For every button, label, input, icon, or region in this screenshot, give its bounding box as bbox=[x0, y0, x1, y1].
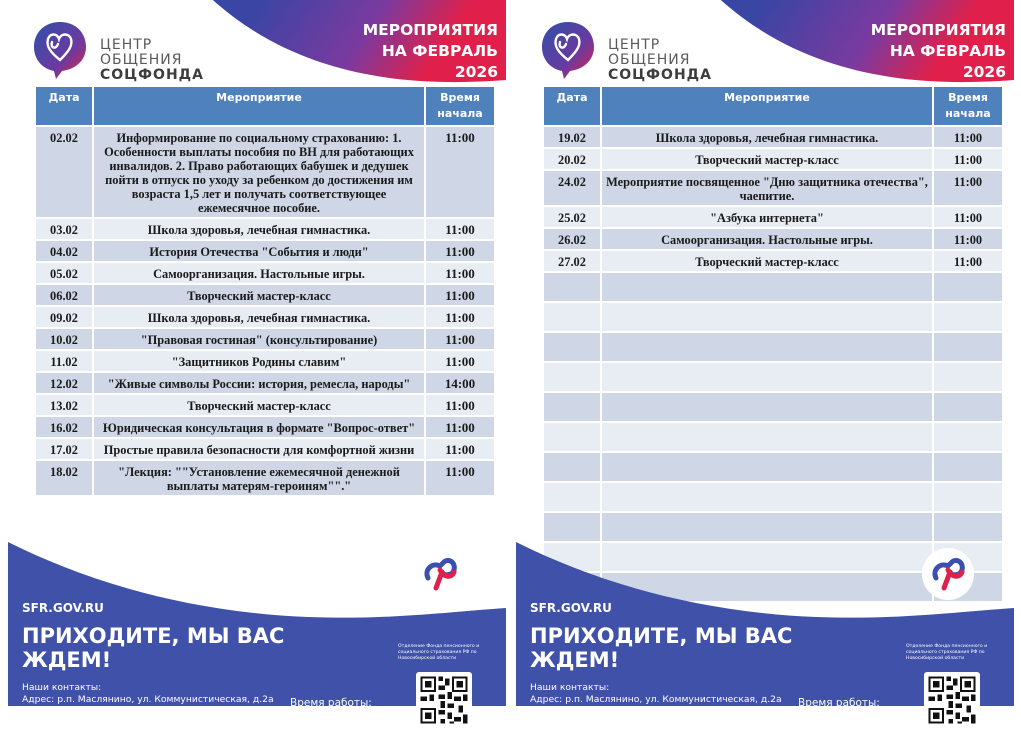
sfr-logo-badge bbox=[922, 548, 974, 600]
row-date: 17.02 bbox=[36, 439, 92, 459]
qr-code-icon bbox=[924, 672, 980, 728]
table-row bbox=[36, 241, 494, 261]
row-event: Школа здоровья, лечебная гимнастика. bbox=[94, 219, 424, 239]
contacts-block bbox=[530, 682, 782, 728]
row-event: Творческий мастер-класс bbox=[602, 149, 932, 169]
column-header-time bbox=[426, 87, 494, 125]
column-header-event: Мероприятие bbox=[94, 87, 424, 125]
row-date: 09.02 bbox=[36, 307, 92, 327]
table-row bbox=[36, 439, 494, 459]
time-header-line-1: Время bbox=[948, 91, 988, 104]
row-time: 11:00 bbox=[934, 207, 1002, 227]
time-header-line-2: начала bbox=[437, 107, 483, 120]
sfr-logo-icon bbox=[922, 548, 974, 600]
empty-table-row bbox=[544, 273, 1002, 301]
row-date: 02.02 bbox=[36, 127, 92, 217]
website-link[interactable]: SFR.GOV.RU bbox=[530, 601, 612, 615]
row-event: Юридическая консультация в формате "Вопрос-ответ" bbox=[94, 417, 424, 437]
table-row bbox=[36, 417, 494, 437]
row-date: 03.02 bbox=[36, 219, 92, 239]
brand-name bbox=[100, 38, 204, 83]
footer bbox=[516, 542, 1014, 728]
slogan-line-2: ЖДЕМ! bbox=[22, 648, 112, 672]
row-event bbox=[602, 423, 932, 451]
row-time: 11:00 bbox=[426, 329, 494, 349]
contacts-block bbox=[22, 682, 274, 728]
row-time: 11:00 bbox=[934, 251, 1002, 271]
column-header-time bbox=[934, 87, 1002, 125]
column-header-date: Дата bbox=[36, 87, 92, 125]
row-time: 11:00 bbox=[426, 351, 494, 371]
row-time bbox=[934, 303, 1002, 331]
hours-value: пн – пт 09:30 – 17:30 bbox=[290, 711, 402, 722]
table-row bbox=[36, 329, 494, 349]
row-time: 14:00 bbox=[426, 373, 494, 393]
row-event: История Отечества "События и люди" bbox=[94, 241, 424, 261]
row-date bbox=[544, 273, 600, 301]
empty-table-row bbox=[544, 483, 1002, 511]
empty-table-row bbox=[544, 303, 1002, 331]
row-time: 11:00 bbox=[934, 149, 1002, 169]
table-header-row bbox=[36, 87, 494, 125]
schedule-body bbox=[544, 127, 1002, 601]
title-year: 2026 bbox=[454, 63, 498, 81]
row-event: Мероприятие посвященное "Дню защитника отечества", чаепитие. bbox=[602, 171, 932, 205]
poster-left bbox=[8, 0, 506, 728]
empty-table-row bbox=[544, 423, 1002, 451]
row-date: 11.02 bbox=[36, 351, 92, 371]
row-time bbox=[934, 513, 1002, 541]
row-event bbox=[602, 303, 932, 331]
row-event: Самоорганизация. Настольные игры. bbox=[602, 229, 932, 249]
row-time bbox=[934, 453, 1002, 481]
row-date bbox=[544, 333, 600, 361]
brand-name bbox=[608, 38, 712, 83]
sfr-logo-badge bbox=[414, 548, 466, 600]
row-event: "Правовая гостиная" (консультирование) bbox=[94, 329, 424, 349]
title-year: 2026 bbox=[962, 63, 1006, 81]
table-row bbox=[36, 285, 494, 305]
row-time: 11:00 bbox=[426, 219, 494, 239]
row-date: 10.02 bbox=[36, 329, 92, 349]
row-time: 11:00 bbox=[426, 461, 494, 495]
contact-person: ФИО Порхачёва Наталья Александровна bbox=[530, 716, 728, 728]
row-date: 16.02 bbox=[36, 417, 92, 437]
row-time bbox=[934, 423, 1002, 451]
table-row bbox=[36, 461, 494, 495]
row-date: 12.02 bbox=[36, 373, 92, 393]
empty-table-row bbox=[544, 393, 1002, 421]
table-row bbox=[36, 395, 494, 415]
row-time: 11:00 bbox=[426, 439, 494, 459]
table-row bbox=[36, 219, 494, 239]
row-date: 19.02 bbox=[544, 127, 600, 147]
centr-logo-icon bbox=[32, 20, 88, 80]
qr-code[interactable] bbox=[416, 672, 472, 728]
website-link[interactable]: SFR.GOV.RU bbox=[22, 601, 104, 615]
title-line-1: МЕРОПРИЯТИЯ bbox=[362, 21, 498, 39]
slogan-line-1: ПРИХОДИТЕ, МЫ ВАС bbox=[530, 624, 793, 648]
row-event: Самоорганизация. Настольные игры. bbox=[94, 263, 424, 283]
row-date bbox=[544, 363, 600, 391]
poster-title bbox=[871, 20, 1006, 83]
empty-table-row bbox=[544, 513, 1002, 541]
table-row bbox=[544, 229, 1002, 249]
contacts-title: Наши контакты: bbox=[530, 682, 610, 693]
contact-address: Адрес: р.п. Маслянино, ул. Коммунистическая, д.2а bbox=[530, 693, 782, 705]
row-date: 13.02 bbox=[36, 395, 92, 415]
working-hours bbox=[798, 697, 910, 723]
slogan-line-1: ПРИХОДИТЕ, МЫ ВАС bbox=[22, 624, 285, 648]
slogan bbox=[22, 624, 284, 672]
row-date bbox=[544, 513, 600, 541]
table-row bbox=[36, 307, 494, 327]
row-event: Информирование по социальному страхованию: 1. Особенности выплаты пособия по ВН для работающих инвалидов. 2. Право работающих бабушек и дедушек пойти в отпуск по уходу за ребенком до достижения им возраста 1,5 лет и получать соответствующее ежемесячное пособие. bbox=[94, 127, 424, 217]
table-row bbox=[544, 149, 1002, 169]
contact-person: ФИО Порхачёва Наталья Александровна bbox=[22, 716, 220, 728]
hours-value: пн – пт 09:30 – 17:30 bbox=[798, 711, 910, 722]
row-date: 27.02 bbox=[544, 251, 600, 271]
row-event: Простые правила безопасности для комфортной жизни bbox=[94, 439, 424, 459]
row-time bbox=[934, 393, 1002, 421]
brand-line-2: ОБЩЕНИЯ bbox=[608, 52, 691, 68]
row-time: 11:00 bbox=[934, 229, 1002, 249]
row-time: 11:00 bbox=[426, 307, 494, 327]
row-date bbox=[544, 393, 600, 421]
row-event bbox=[602, 333, 932, 361]
row-date bbox=[544, 453, 600, 481]
row-time: 11:00 bbox=[426, 263, 494, 283]
row-time bbox=[934, 273, 1002, 301]
row-event: "Защитников Родины славим" bbox=[94, 351, 424, 371]
row-date: 05.02 bbox=[36, 263, 92, 283]
row-event: "Лекция: ""Установление ежемесячной денежной выплаты матерям-героиням""." bbox=[94, 461, 424, 495]
row-event: Школа здоровья, лечебная гимнастика. bbox=[94, 307, 424, 327]
qr-code-icon bbox=[416, 672, 472, 728]
empty-table-row bbox=[544, 363, 1002, 391]
row-event bbox=[602, 273, 932, 301]
row-event: Творческий мастер-класс bbox=[94, 285, 424, 305]
hours-label: Время работы: bbox=[798, 697, 880, 709]
sfr-logo-icon bbox=[414, 548, 466, 600]
row-date bbox=[544, 303, 600, 331]
row-time: 11:00 bbox=[426, 417, 494, 437]
schedule-table bbox=[34, 85, 496, 497]
row-date: 25.02 bbox=[544, 207, 600, 227]
organization-name: Отделение Фонда пенсионного и социального страхования РФ по Новосибирской области bbox=[398, 644, 480, 661]
table-row bbox=[36, 127, 494, 217]
table-row bbox=[36, 351, 494, 371]
contact-phone: Контактный номер 8(383-47) 21-209 bbox=[22, 705, 199, 716]
row-event bbox=[602, 363, 932, 391]
working-hours bbox=[290, 697, 402, 723]
schedule-body bbox=[36, 127, 494, 495]
footer bbox=[8, 542, 506, 728]
organization-name: Отделение Фонда пенсионного и социального страхования РФ по Новосибирской области bbox=[906, 644, 988, 661]
empty-table-row bbox=[544, 333, 1002, 361]
row-date: 24.02 bbox=[544, 171, 600, 205]
table-row bbox=[36, 263, 494, 283]
centr-logo-icon bbox=[540, 20, 596, 80]
row-event bbox=[602, 393, 932, 421]
row-time: 11:00 bbox=[426, 241, 494, 261]
row-time: 11:00 bbox=[426, 127, 494, 217]
time-header-line-1: Время bbox=[440, 91, 480, 104]
row-date: 26.02 bbox=[544, 229, 600, 249]
brand-line-1: ЦЕНТР bbox=[608, 37, 661, 53]
contact-phone: Контактный номер 8(383-47) 21-209 bbox=[530, 705, 707, 716]
hours-label: Время работы: bbox=[290, 697, 372, 709]
row-time: 11:00 bbox=[426, 285, 494, 305]
table-row bbox=[544, 207, 1002, 227]
table-row bbox=[544, 251, 1002, 271]
contact-address: Адрес: р.п. Маслянино, ул. Коммунистическая, д.2а bbox=[22, 693, 274, 705]
row-time bbox=[934, 483, 1002, 511]
schedule-table bbox=[542, 85, 1004, 603]
row-event: "Живые символы России: история, ремесла, народы" bbox=[94, 373, 424, 393]
brand-line-3: СОЦФОНДА bbox=[608, 67, 712, 83]
column-header-date: Дата bbox=[544, 87, 600, 125]
poster-right bbox=[516, 0, 1014, 728]
row-time: 11:00 bbox=[934, 127, 1002, 147]
row-time bbox=[934, 333, 1002, 361]
row-date: 20.02 bbox=[544, 149, 600, 169]
table-row bbox=[36, 373, 494, 393]
table-header-row bbox=[544, 87, 1002, 125]
time-header-line-2: начала bbox=[945, 107, 991, 120]
table-row bbox=[544, 127, 1002, 147]
brand-line-1: ЦЕНТР bbox=[100, 37, 153, 53]
row-date: 06.02 bbox=[36, 285, 92, 305]
row-event bbox=[602, 483, 932, 511]
title-line-2: НА ФЕВРАЛЬ bbox=[889, 42, 1006, 60]
column-header-event: Мероприятие bbox=[602, 87, 932, 125]
row-time: 11:00 bbox=[934, 171, 1002, 205]
brand-line-2: ОБЩЕНИЯ bbox=[100, 52, 183, 68]
row-event bbox=[602, 453, 932, 481]
row-time: 11:00 bbox=[426, 395, 494, 415]
row-date bbox=[544, 483, 600, 511]
row-date bbox=[544, 423, 600, 451]
qr-code[interactable] bbox=[924, 672, 980, 728]
slogan bbox=[530, 624, 792, 672]
title-line-2: НА ФЕВРАЛЬ bbox=[381, 42, 498, 60]
row-time bbox=[934, 363, 1002, 391]
table-row bbox=[544, 171, 1002, 205]
row-event: Творческий мастер-класс bbox=[602, 251, 932, 271]
row-event: Творческий мастер-класс bbox=[94, 395, 424, 415]
row-event: Школа здоровья, лечебная гимнастика. bbox=[602, 127, 932, 147]
row-event: "Азбука интернета" bbox=[602, 207, 932, 227]
slogan-line-2: ЖДЕМ! bbox=[530, 648, 620, 672]
row-event bbox=[602, 513, 932, 541]
empty-table-row bbox=[544, 453, 1002, 481]
contacts-title: Наши контакты: bbox=[22, 682, 102, 693]
row-date: 04.02 bbox=[36, 241, 92, 261]
row-date: 18.02 bbox=[36, 461, 92, 495]
poster-title bbox=[363, 20, 498, 83]
brand-line-3: СОЦФОНДА bbox=[100, 67, 204, 83]
title-line-1: МЕРОПРИЯТИЯ bbox=[870, 21, 1006, 39]
